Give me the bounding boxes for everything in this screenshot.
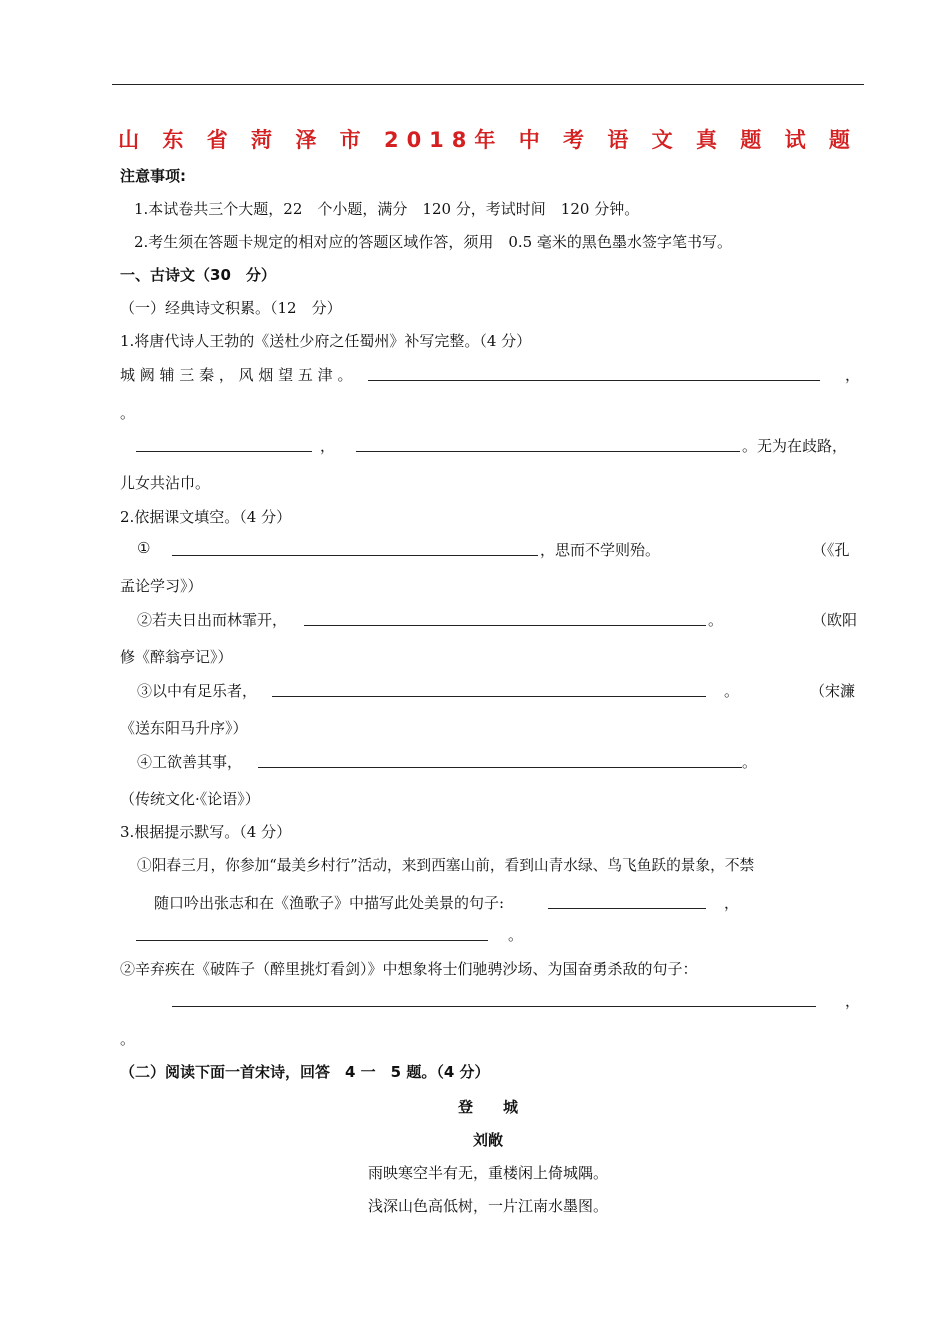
notice-item-2: 2.考生须在答题卡规定的相对应的答题区域作答，须用 0.5 毫米的黑色墨水签字笔书写。	[134, 233, 732, 251]
punctuation: 。	[724, 682, 740, 700]
source-label: 孟论学习》）	[120, 577, 203, 595]
punctuation: 。	[120, 1030, 136, 1048]
question-1-tail: 。无为在歧路，	[742, 437, 848, 455]
answer-blank[interactable]	[356, 451, 740, 452]
question-3-item-1: ①阳春三月，你参加“最美乡村行”活动，来到西塞山前，看到山青水绿、鸟飞鱼跃的景象，不禁	[137, 857, 755, 874]
source-label: （传统文化·《论语》）	[120, 790, 260, 808]
punctuation: ，	[845, 366, 861, 384]
poem-line: 雨映寒空半有无，重楼闲上倚城隅。	[367, 1164, 608, 1182]
question-1-prompt: 1.将唐代诗人王勃的《送杜少府之任蜀州》补写完整。（4 分）	[120, 332, 532, 350]
answer-blank[interactable]	[136, 940, 488, 941]
source-label: （宋濂	[810, 682, 856, 700]
answer-blank[interactable]	[368, 380, 820, 381]
source-label: （《孔	[812, 541, 850, 559]
header-rule	[112, 84, 864, 85]
answer-blank[interactable]	[258, 767, 742, 768]
question-1-tail-2: 儿女共沾巾。	[120, 474, 211, 492]
punctuation: ，	[845, 992, 861, 1010]
punctuation: 。	[508, 926, 524, 944]
source-label: 修《醉翁亭记》）	[120, 648, 233, 666]
punctuation: 。	[742, 753, 758, 771]
question-2-prompt: 2.依据课文填空。（4 分）	[120, 508, 292, 526]
punctuation: 。	[120, 404, 136, 422]
source-label: （欧阳	[812, 611, 858, 629]
question-3-item-2: ②辛弃疾在《破阵子（醉里挑灯看剑）》中想象将士们驰骋沙场、为国奋勇杀敌的句子：	[120, 960, 698, 978]
question-1-line: 城 阙 辅 三 秦 ， 风 烟 望 五 津 。	[120, 366, 353, 384]
answer-blank[interactable]	[172, 1006, 816, 1007]
answer-blank[interactable]	[136, 451, 312, 452]
item-marker: ①	[137, 539, 151, 557]
poem-line: 浅深山色高低树，一片江南水墨图。	[367, 1197, 608, 1215]
answer-blank[interactable]	[172, 555, 538, 556]
question-3-item-1-cont: 随口吟出张志和在《渔歌子》中描写此处美景的句子:	[154, 894, 505, 912]
punctuation: 。	[708, 611, 724, 629]
answer-blank[interactable]	[272, 696, 706, 697]
page-title: 山 东 省 菏 泽 市 2018年 中 考 语 文 真 题 试 题	[118, 128, 858, 152]
poem-title: 登 城	[457, 1098, 518, 1116]
question-2-item-1: ，思而不学则殆。	[540, 541, 661, 559]
punctuation: ，	[320, 437, 336, 455]
source-label: 《送东阳马升序》）	[120, 719, 248, 737]
answer-blank[interactable]	[304, 625, 706, 626]
poem-author: 刘敞	[472, 1131, 503, 1149]
question-2-item-3: ③以中有足乐者，	[137, 682, 258, 700]
question-3-prompt: 3.根据提示默写。（4 分）	[120, 823, 292, 841]
subsection-heading: （一）经典诗文积累。（12 分）	[120, 299, 342, 317]
answer-blank[interactable]	[548, 908, 706, 909]
notice-item-1: 1.本试卷共三个大题，22 个小题，满分 120 分，考试时间 120 分钟。	[134, 200, 640, 218]
question-2-item-2: ②若夫日出而林霏开，	[137, 611, 288, 629]
section-heading: 一、古诗文（30 分）	[120, 266, 276, 284]
punctuation: ，	[724, 894, 740, 912]
question-2-item-4: ④工欲善其事，	[137, 753, 243, 771]
subsection-heading: （二）阅读下面一首宋诗，回答 4 一 5 题。（4 分）	[120, 1063, 490, 1081]
notice-heading: 注意事项:	[120, 167, 186, 185]
